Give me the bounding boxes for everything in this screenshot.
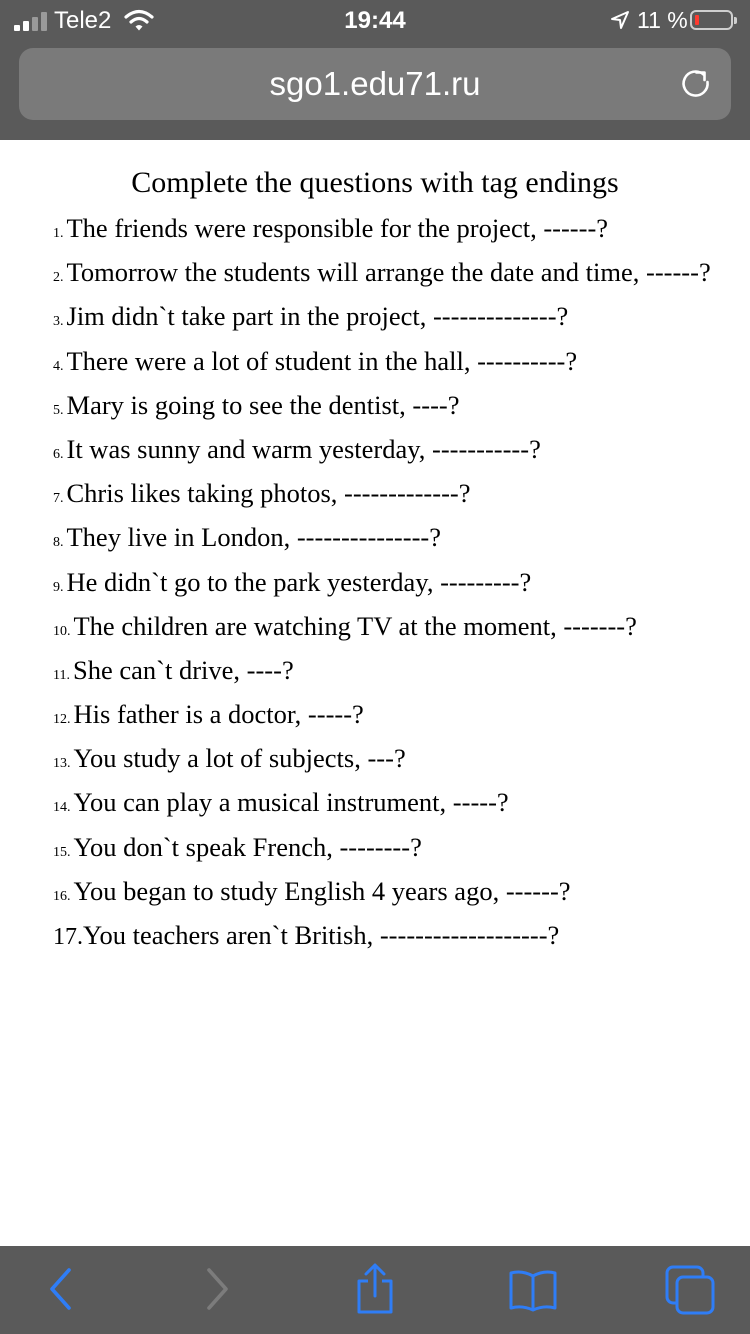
location-arrow-icon <box>609 9 631 37</box>
question-text: His father is a doctor, -----? <box>73 699 364 730</box>
tabs-icon[interactable] <box>664 1264 716 1321</box>
battery-icon <box>690 10 733 30</box>
back-icon[interactable] <box>44 1266 78 1317</box>
browser-top-bar <box>0 0 750 140</box>
question-number: 4. <box>53 358 64 374</box>
question-text: The friends were responsible for the project, ------? <box>66 213 609 243</box>
question-item <box>53 389 743 433</box>
question-text: You teachers aren`t British, -------------------? <box>83 920 560 950</box>
question-item <box>53 875 743 919</box>
share-icon[interactable] <box>354 1262 396 1321</box>
question-number: 6. <box>53 446 64 462</box>
question-text: Chris likes taking photos, -------------? <box>66 478 471 509</box>
question-number: 2. <box>53 270 64 286</box>
question-item <box>53 521 743 565</box>
question-number: 8. <box>53 535 64 551</box>
question-item <box>53 610 743 654</box>
question-item <box>53 566 743 610</box>
page-title: Complete the questions with tag endings <box>131 166 619 199</box>
question-text: They live in London, ---------------? <box>66 522 441 553</box>
question-number: 1. <box>53 226 64 241</box>
question-item <box>53 654 743 698</box>
question-text: You study a lot of subjects, ---? <box>73 743 406 774</box>
question-text: Tomorrow the students will arrange the date and time, ------? <box>66 257 711 288</box>
question-text: It was sunny and warm yesterday, -----------? <box>66 433 541 464</box>
question-item <box>53 345 743 389</box>
question-text: You can play a musical instrument, -----? <box>73 787 509 818</box>
document-page <box>0 140 750 1246</box>
question-item <box>53 831 743 875</box>
question-number: 5. <box>53 402 64 418</box>
question-item <box>53 698 743 742</box>
question-number: 16. <box>53 888 71 904</box>
question-item <box>53 212 743 256</box>
question-number: 13. <box>53 756 71 772</box>
bookmarks-icon[interactable] <box>508 1268 558 1317</box>
question-item <box>53 742 743 786</box>
question-text: She can`t drive, ----? <box>72 654 294 685</box>
question-number: 17. <box>53 924 83 950</box>
question-number: 9. <box>53 579 64 595</box>
question-number: 7. <box>53 491 64 507</box>
question-number: 14. <box>53 800 71 816</box>
question-text: You don`t speak French, --------? <box>73 831 422 862</box>
question-text: Mary is going to see the dentist, ----? <box>66 389 460 420</box>
question-text: The children are watching TV at the moment, -------? <box>73 610 637 641</box>
question-number: 15. <box>53 844 71 860</box>
url-text[interactable]: sgo1.edu71.ru <box>269 65 481 102</box>
question-text: He didn`t go to the park yesterday, ---------? <box>66 566 532 597</box>
question-item <box>53 919 743 963</box>
question-item <box>53 433 743 477</box>
carrier-name: Tele2 <box>54 7 112 34</box>
question-number: 12. <box>53 712 71 728</box>
status-time: 19:44 <box>344 7 406 34</box>
status-bar <box>0 0 750 40</box>
question-number: 10. <box>53 623 71 639</box>
question-item <box>53 256 743 300</box>
question-text: You began to study English 4 years ago, ------? <box>73 875 571 906</box>
question-text: There were a lot of student in the hall, ----------? <box>66 345 578 376</box>
question-list <box>53 212 743 963</box>
forward-icon[interactable] <box>200 1266 234 1317</box>
question-number: 11. <box>53 667 70 683</box>
question-text: Jim didn`t take part in the project, --------------? <box>66 301 569 332</box>
reload-icon[interactable] <box>679 67 713 106</box>
question-item <box>53 477 743 521</box>
battery-percent: 11 % <box>637 7 688 33</box>
question-item <box>53 786 743 830</box>
question-item <box>53 300 743 344</box>
browser-toolbar <box>0 1246 750 1334</box>
question-number: 3. <box>53 314 64 330</box>
battery-level <box>695 15 699 25</box>
address-bar[interactable] <box>19 48 731 120</box>
